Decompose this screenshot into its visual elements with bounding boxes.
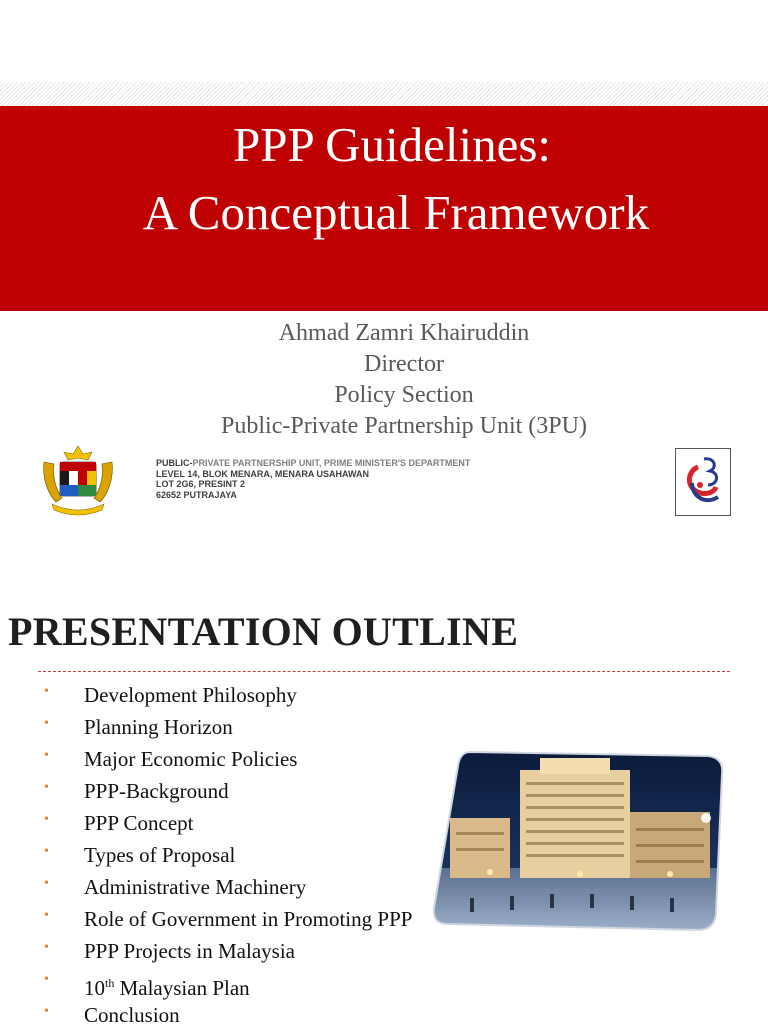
address-line1: PRIVATE PARTNERSHIP UNIT, PRIME MINISTER'S DEPARTMENT (192, 458, 471, 468)
3pu-logo-icon (676, 449, 730, 515)
slide-title-line-1: PPP Guidelines: (232, 117, 552, 172)
bullet-icon: • (44, 780, 49, 795)
list-item-text: Planning Horizon (84, 715, 233, 739)
address-block (156, 458, 470, 500)
bullet-icon: • (44, 844, 49, 859)
night-building-photo (430, 748, 724, 934)
bullet-icon: • (44, 972, 49, 987)
title-divider (38, 671, 730, 672)
address-line1-bold: PUBLIC- (156, 458, 193, 468)
bullet-icon: • (44, 812, 49, 827)
bullet-icon: • (44, 940, 49, 955)
presenter-section: Policy Section (334, 382, 474, 408)
list-item (0, 1000, 500, 1030)
list-item (0, 968, 500, 998)
address-line4: 62652 PUTRAJAYA (156, 489, 237, 500)
list-item (0, 904, 500, 934)
list-item-text (84, 968, 250, 1003)
list-item (0, 840, 500, 870)
bullet-icon: • (44, 716, 49, 731)
address-line3: LOT 2G6, PRESINT 2 (156, 479, 246, 489)
logo-frame (675, 448, 731, 516)
list-item (0, 936, 500, 966)
presenter-unit: Public-Private Partnership Unit (3PU) (221, 413, 587, 439)
outline-title: PRESENTATION OUTLINE (8, 609, 519, 654)
list-item-text: PPP Concept (84, 811, 194, 835)
coat-of-arms-icon (38, 444, 118, 516)
bullet-icon: • (44, 748, 49, 763)
list-item-text: Major Economic Policies (84, 747, 298, 771)
list-item-text: Administrative Machinery (84, 875, 307, 899)
list-item-text: Role of Government in Promoting PPP (84, 907, 413, 931)
bullet-icon: • (44, 684, 49, 699)
list-item-number: 10 (84, 976, 105, 1000)
list-item (0, 712, 500, 742)
address-line2: LEVEL 14, BLOK MENARA, MENARA USAHAWAN (156, 468, 370, 479)
presenter-name: Ahmad Zamri Khairuddin (278, 320, 530, 346)
list-item-rest: Malaysian Plan (114, 976, 250, 1000)
presenter-position: Director (364, 351, 444, 377)
list-item (0, 776, 500, 806)
decorative-hatch-strip (0, 82, 768, 106)
bullet-icon: • (44, 876, 49, 891)
list-item-text: Types of Proposal (84, 843, 236, 867)
slide-title-line-2: A Conceptual Framework (142, 185, 650, 240)
list-item-text: Development Philosophy (84, 683, 297, 707)
list-item-text: PPP Projects in Malaysia (84, 939, 295, 963)
bullet-icon: • (44, 908, 49, 923)
list-item (0, 808, 500, 838)
list-item-text: PPP-Background (84, 779, 229, 803)
ordinal-suffix: th (105, 976, 115, 990)
list-item (0, 744, 500, 774)
list-item-text: Conclusion (84, 1003, 180, 1027)
bullet-icon: • (44, 1004, 49, 1019)
list-item (0, 872, 500, 902)
list-item (0, 680, 500, 710)
